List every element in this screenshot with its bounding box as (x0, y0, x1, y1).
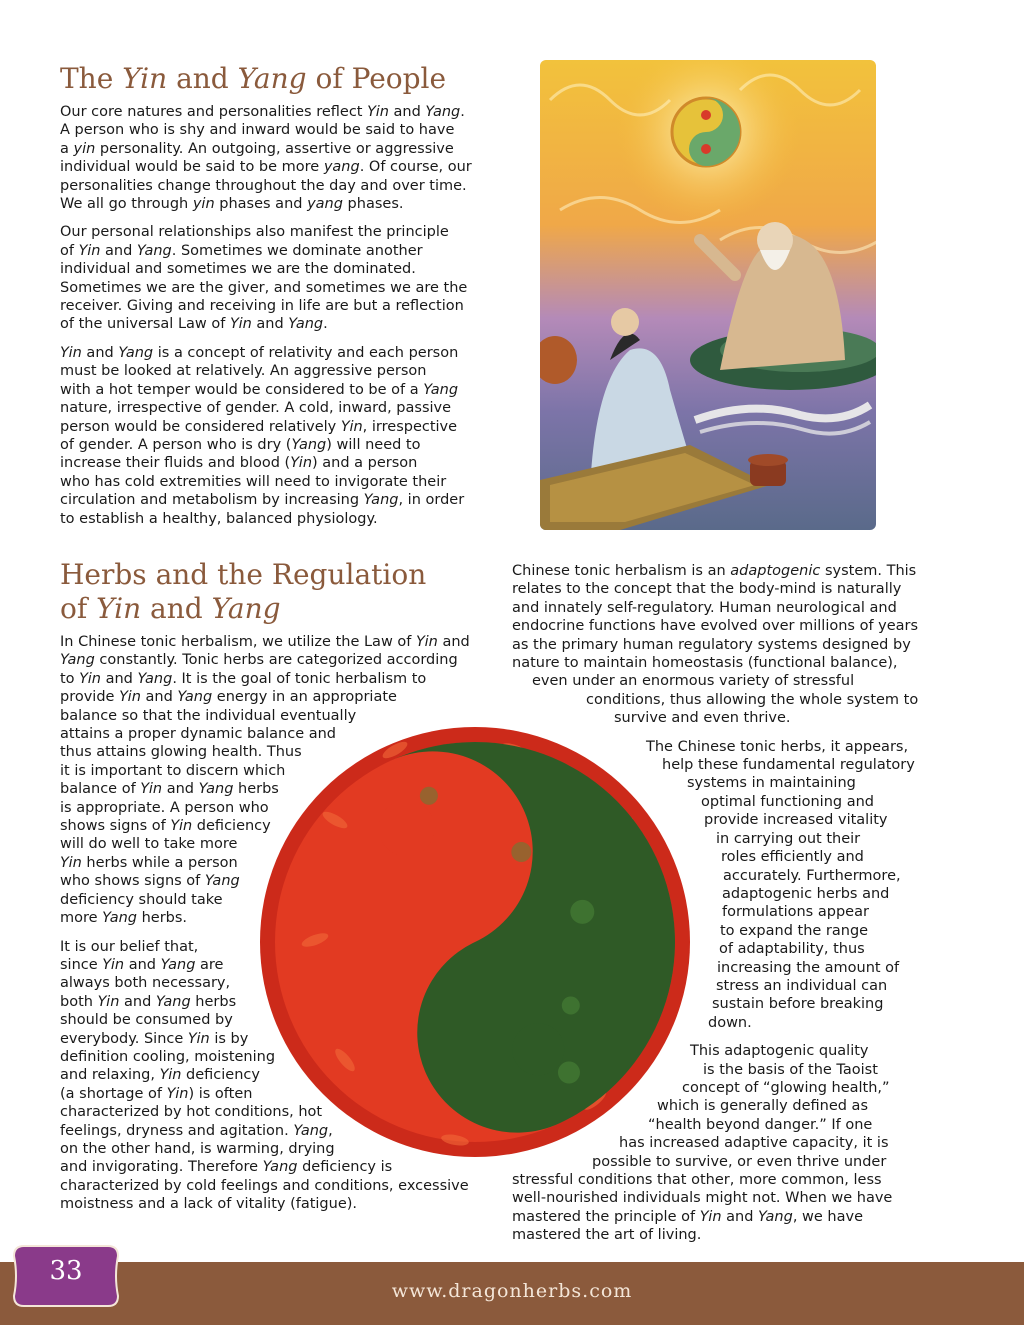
text-line: balance so that the individual eventually (60, 707, 357, 724)
text-line: feelings, dryness and agitation. Yang, (60, 1122, 333, 1139)
paragraph (512, 1042, 912, 1244)
text-line: accurately. Furthermore, (723, 867, 901, 884)
text-line: is the basis of the Taoist (703, 1061, 878, 1078)
text-line: shows signs of Yin deficiency (60, 818, 271, 835)
section-title-herbs-regulation (60, 558, 426, 626)
text-line: Our core natures and personalities reflect Yin and Yang. (60, 104, 465, 120)
text-line: who shows signs of Yang (60, 873, 240, 890)
text-line: In Chinese tonic herbalism, we utilize the Law of Yin and (60, 634, 470, 650)
text-line: stressful conditions that other, more common, less (512, 1172, 882, 1188)
text-line: as the primary human regulatory systems designed by (512, 636, 911, 653)
text-line: with a hot temper would be considered to be of a Yang (60, 381, 459, 398)
paragraph (60, 223, 500, 333)
section2-right-column (512, 562, 919, 1255)
text-line: circulation and metabolism by increasing Yang, in order (60, 492, 465, 509)
text-line: The Chinese tonic herbs, it appears, (646, 738, 909, 755)
text-line: it is important to discern which (60, 762, 286, 779)
text-line: personalities change throughout the day and over time. (60, 177, 467, 194)
text-line: and relaxing, Yin deficiency (60, 1067, 260, 1084)
yin-yang-symbol (672, 98, 740, 166)
footer-bar (0, 1262, 1024, 1325)
text-line: receiver. Giving and receiving in life are but a reflection (60, 298, 464, 315)
paragraph (60, 103, 500, 213)
text-line: a yin personality. An outgoing, assertive or aggressive (60, 140, 454, 157)
paragraph (512, 562, 919, 728)
text-line: It is our belief that, (60, 938, 199, 955)
section2-left-column (60, 633, 470, 1224)
text-line: attains a proper dynamic balance and (60, 726, 337, 743)
text-line: formulations appear (722, 904, 869, 921)
text-line: everybody. Since Yin is by (60, 1030, 249, 1047)
text-line: provide Yin and Yang energy in an appropriate (60, 689, 397, 706)
text-line: thus attains glowing health. Thus (60, 744, 302, 761)
text-line: Yin herbs while a person (60, 854, 238, 871)
text-line: definition cooling, moistening (60, 1048, 276, 1065)
text-line: possible to survive, or even thrive under (592, 1153, 887, 1170)
text-line: since Yin and Yang are (60, 956, 224, 973)
text-line: of adaptability, thus (719, 941, 865, 958)
text-line: should be consumed by (60, 1012, 233, 1029)
text-line: adaptogenic herbs and (722, 885, 890, 902)
text-line: stress an individual can (716, 977, 888, 994)
text-line: will do well to take more (60, 836, 238, 853)
text-line: on the other hand, is warming, drying (60, 1140, 335, 1157)
text-line: Sometimes we are the giver, and sometimes we are the (60, 279, 468, 296)
text-line: characterized by hot conditions, hot (60, 1104, 323, 1121)
text-line: increase their fluids and blood (Yin) and a person (60, 455, 418, 472)
text-line: moistness and a lack of vitality (fatigue). (60, 1196, 358, 1213)
text-line: Our personal relationships also manifest the principle (60, 224, 449, 241)
text-line: mastered the principle of Yin and Yang, we have (512, 1208, 864, 1225)
footer-website-link[interactable]: www.dragonherbs.com (391, 1280, 633, 1302)
text-line: always both necessary, (60, 975, 231, 992)
text-line: systems in maintaining (687, 775, 856, 792)
text-line: individual would be said to be more yang. Of course, our (60, 159, 472, 176)
text-line: of gender. A person who is dry (Yang) will need to (60, 436, 421, 453)
text-line: Chinese tonic herbalism is an adaptogenic system. This (512, 563, 917, 579)
text-line: survive and even thrive. (614, 710, 791, 727)
text-line: must be looked at relatively. An aggressive person (60, 363, 427, 380)
paragraph (512, 738, 915, 1033)
text-line: A person who is shy and inward would be said to have (60, 122, 455, 139)
section-title-yin-yang-people: The Yin and Yang of People (60, 62, 447, 95)
page-number: 33 (49, 1256, 83, 1286)
text-line: help these fundamental regulatory (662, 757, 915, 774)
text-line: characterized by cold feelings and conditions, excessive (60, 1177, 469, 1194)
text-line: “health beyond danger.” If one (648, 1116, 873, 1133)
text-line: provide increased vitality (704, 812, 888, 829)
text-line: person would be considered relatively Yin, irrespective (60, 418, 458, 435)
text-line: which is generally defined as (657, 1098, 868, 1115)
text-line: individual and sometimes we are the dominated. (60, 261, 416, 278)
text-line: Yang constantly. Tonic herbs are categorized according (60, 652, 458, 669)
text-line: optimal functioning and (701, 793, 874, 810)
text-line: to Yin and Yang. It is the goal of tonic herbalism to (60, 670, 427, 687)
section1-body (60, 103, 500, 538)
paragraph (60, 938, 469, 1214)
text-line: (a shortage of Yin) is often (60, 1085, 253, 1102)
taoist-painting-image (540, 60, 876, 530)
text-line: This adaptogenic quality (690, 1043, 869, 1060)
text-line: nature, irrespective of gender. A cold, inward, passive (60, 400, 452, 417)
text-line: who has cold extremities will need to invigorate their (60, 473, 447, 490)
text-line: of Yin and Yang. Sometimes we dominate another (60, 242, 423, 259)
paragraph (60, 633, 470, 928)
text-line: We all go through yin phases and yang phases. (60, 196, 404, 213)
text-line: both Yin and Yang herbs (60, 993, 237, 1010)
text-line: sustain before breaking (712, 996, 884, 1013)
text-line: conditions, thus allowing the whole system to (586, 691, 919, 708)
text-line: Yin and Yang is a concept of relativity and each person (60, 344, 459, 361)
paragraph (60, 344, 500, 528)
text-line: increasing the amount of (717, 959, 900, 976)
text-line: nature to maintain homeostasis (functional balance), (512, 655, 898, 672)
text-line: balance of Yin and Yang herbs (60, 781, 279, 798)
text-line: well-nourished individuals might not. When we have (512, 1190, 893, 1207)
text-line: and invigorating. Therefore Yang deficiency is (60, 1159, 393, 1176)
text-line: to establish a healthy, balanced physiology. (60, 510, 378, 527)
text-line: has increased adaptive capacity, it is (619, 1135, 889, 1152)
incense-burner (748, 454, 788, 486)
text-line: more Yang herbs. (60, 910, 188, 927)
text-line: and innately self-regulatory. Human neurological and (512, 599, 897, 616)
title-line-2: of Yin and Yang (60, 592, 281, 625)
text-line: down. (708, 1014, 752, 1031)
title-line-1: Herbs and the Regulation (60, 558, 427, 591)
text-line: is appropriate. A person who (60, 799, 269, 816)
text-line: even under an enormous variety of stressful (532, 673, 855, 690)
text-line: deficiency should take (60, 891, 223, 908)
text-line: concept of “glowing health,” (682, 1079, 890, 1096)
text-line: mastered the art of living. (512, 1227, 702, 1244)
text-line: to expand the range (720, 922, 869, 939)
text-line: in carrying out their (716, 830, 861, 847)
text-line: relates to the concept that the body-mind is naturally (512, 581, 902, 598)
text-line: of the universal Law of Yin and Yang. (60, 316, 328, 333)
text-line: endocrine functions have evolved over millions of years (512, 618, 919, 635)
text-line: roles efficiently and (721, 849, 864, 866)
